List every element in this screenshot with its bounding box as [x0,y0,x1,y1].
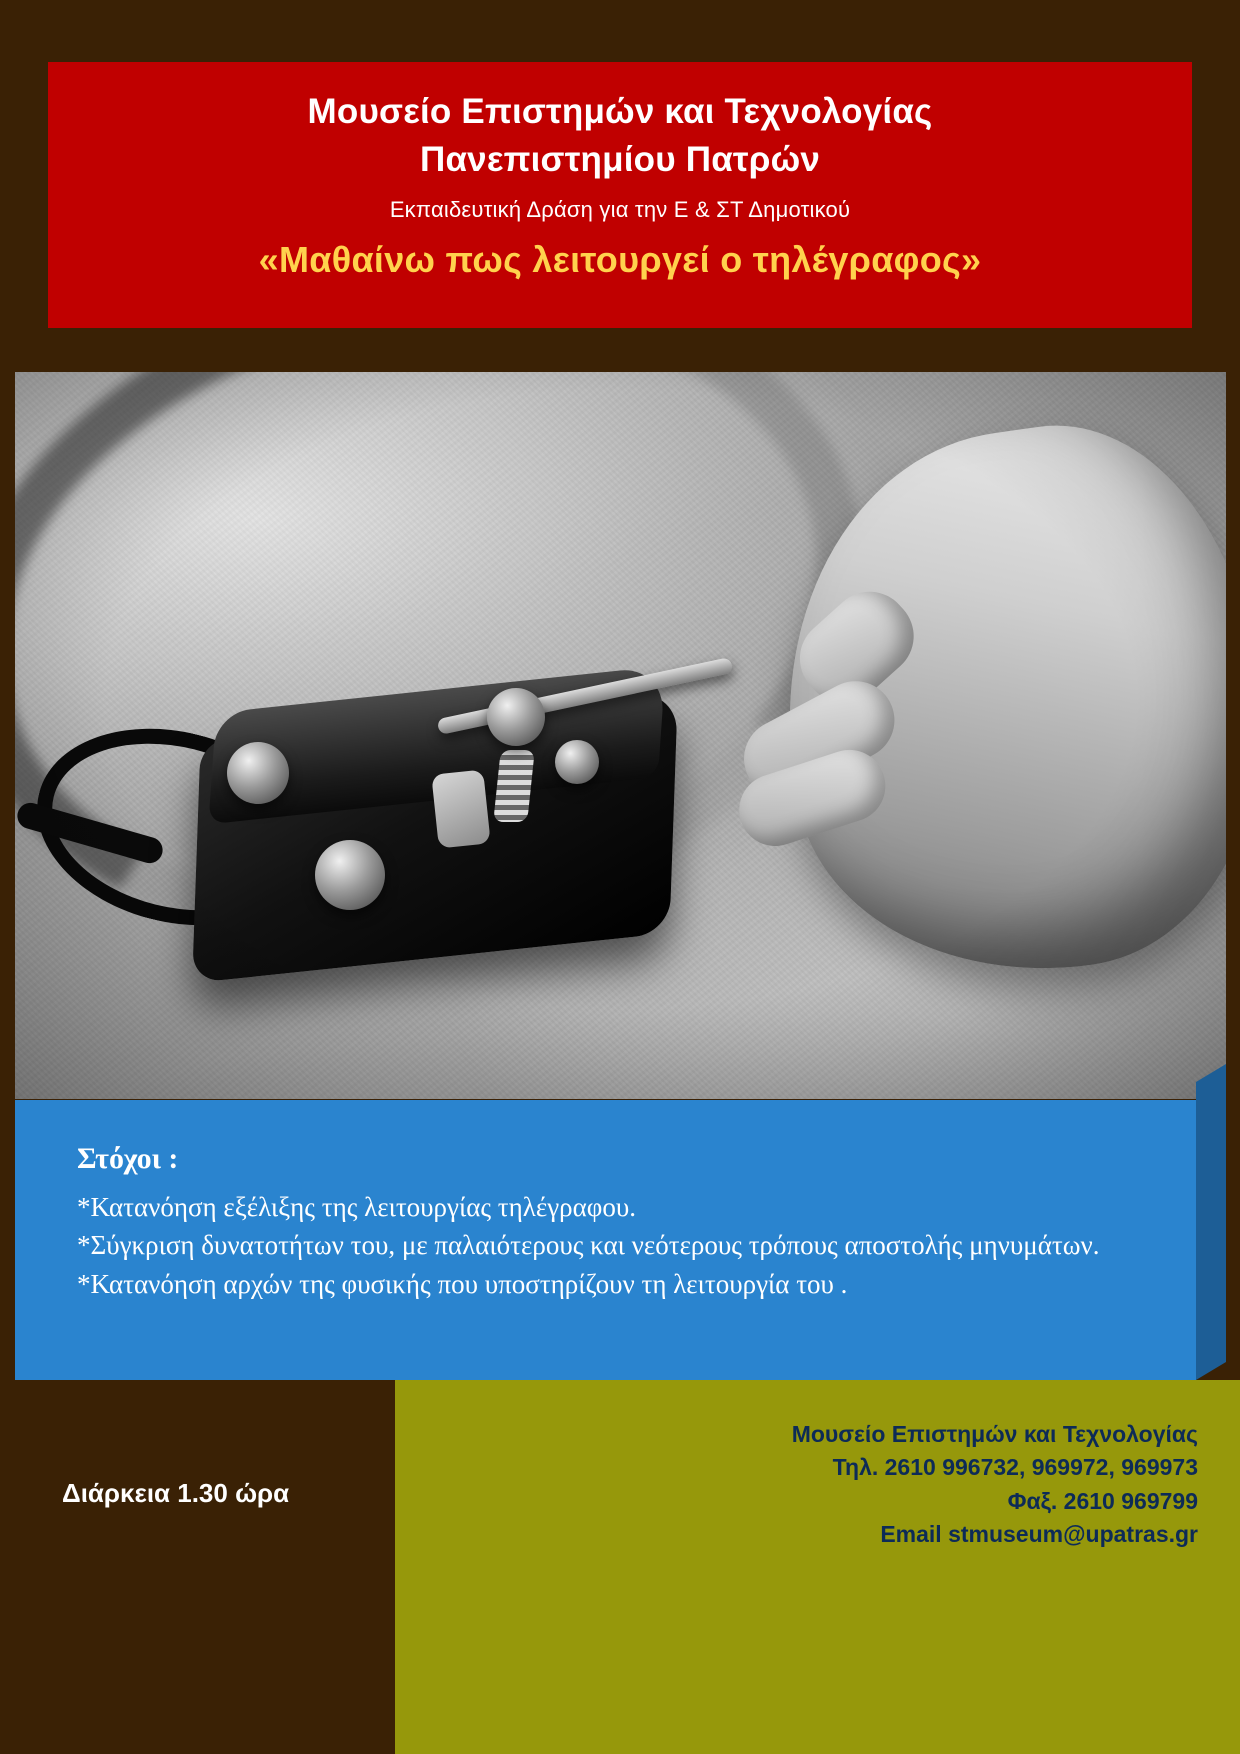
goals-item-2: *Σύγκριση δυνατοτήτων του, με παλαιότερους και νεότερους τρόπους αποστολής μηνυμάτων. [77,1230,1100,1261]
contact-org: Μουσείο Επιστημών και Τεχνολογίας [791,1421,1198,1447]
contact-email[interactable]: Email stmuseum@upatras.gr [880,1521,1198,1548]
contact-block [792,1418,1198,1551]
header-subtitle: Εκπαιδευτική Δράση για την Ε & ΣΤ Δημοτικού [389,196,851,222]
museum-title-line1: Μουσείο Επιστημών και Τεχνολογίας [307,92,933,131]
contact-fax: Φαξ. 2610 969799 [1007,1487,1198,1514]
header-banner [48,62,1192,328]
footer-left-panel [0,1380,395,1754]
goals-title: Στόχοι : [77,1142,179,1175]
duration-label: Διάρκεια 1.30 ώρα [62,1478,290,1508]
photo-vignette [15,372,1226,1099]
goals-section [15,1100,1196,1380]
goals-item-1: *Κατανόηση εξέλιξης της λειτουργίας τηλέγραφου. [77,1192,636,1222]
telegraph-photo [15,372,1226,1099]
contact-phone: Τηλ. 2610 996732, 969972, 969973 [832,1454,1198,1481]
museum-title-line2: Πανεπιστημίου Πατρών [419,140,821,180]
activity-title: «Μαθαίνω πως λειτουργεί ο τηλέγραφος» [258,238,982,280]
goals-item-3: *Κατανόηση αρχών της φυσικής που υποστηρίζουν τη λειτουργία του . [77,1268,848,1299]
